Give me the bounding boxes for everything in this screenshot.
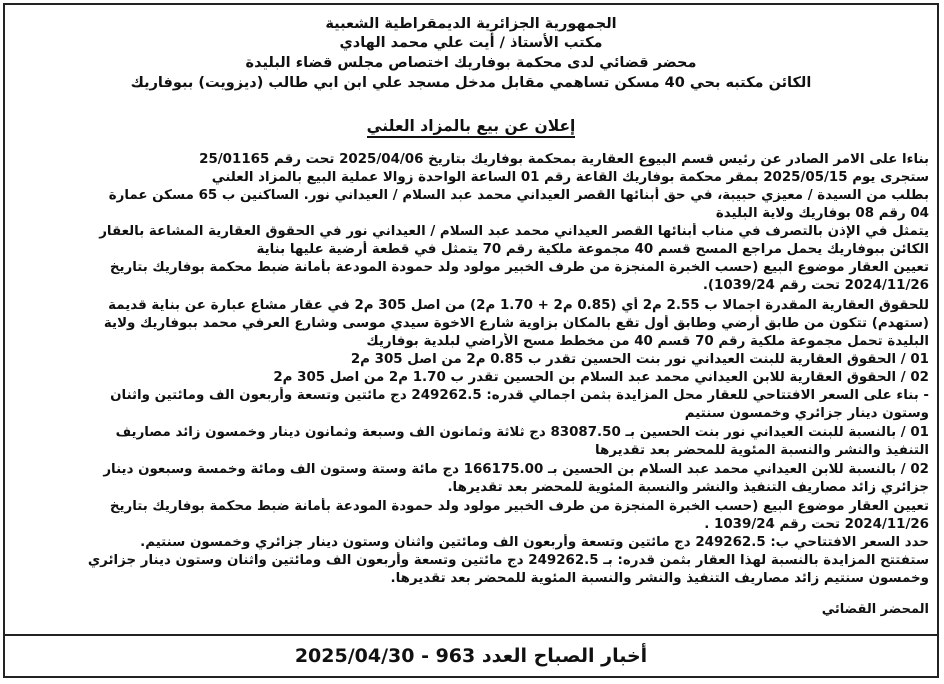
body-line: 02 / بالنسبة للابن العيداني محمد عبد السلام بن الحسين بـ 166175.00 دج مائة وستة وستون الف ومائة وخمسة وسبعون دينار [103, 462, 929, 477]
header-address: الكائن مكتبه بحي 40 مسكن تساهمي مقابل مدخل مسجد علي ابن ابي طالب (ديزويت) ببوفاريك [130, 75, 812, 91]
body-line: 01 / الحقوق العقارية للبنت العيداني نور بنت الحسين تقدر ب 0.85 م2 من اصل 305 م2 [350, 352, 929, 367]
signature: المحضر القضائي [821, 602, 929, 617]
body-line: جزائري زائد مصاريف التنفيذ والنشر والنسبة المئوية للمحضر بعد تقديرها. [447, 480, 929, 495]
body-line: 04 رقم 08 بوفاريك ولاية البليدة [715, 206, 929, 221]
newspaper-footer: أخبار الصباح العدد 963 - 2025/04/30 [5, 634, 937, 676]
header-republic: الجمهورية الجزائرية الديمقراطية الشعبية [325, 16, 617, 32]
body-line: بطلب من السيدة / معيزي حبيبة، في حق أبنائها القصر العيداني محمد عبد السلام / العيداني نور. الساكنين ب 65 مسكن عمارة [108, 188, 929, 203]
body-line: الكائن ببوفاريك يحمل مراجع المسح قسم 40 مجموعة ملكية رقم 70 يتمثل في قطعة أرضية عليها بناية [256, 242, 929, 257]
body-line: وستون دينار جزائري وخمسون سنتيم [684, 406, 929, 421]
body-line: للحقوق العقارية المقدرة اجمالا ب 2.55 م2 أي (0.85 م2 + 1.70 م2) من اصل 305 م2 في عقار مشاع عبارة عن بناية قديمة [108, 298, 929, 313]
body-line: يتمثل في الإذن بالتصرف في مناب أبنائها القصر العيداني محمد عبد السلام / العيداني نور في الحقوق العقارية المشاعة بالعقار [99, 224, 929, 239]
body-line: ستجرى يوم 2025/05/15 بمقر محكمة بوفاريك القاعة رقم 01 الساعة الواحدة زوالا عملية البيع بالمزاد العلني [211, 170, 929, 185]
body-line: البليدة تحمل مجموعة ملكية رقم 70 قسم 40 من مخطط مسح الأراضي لبلدية بوفاريك [366, 334, 929, 349]
body-line: 2024/11/26 تحت رقم 1039/24). [702, 278, 929, 293]
header-bailiff: محضر قضائي لدى محكمة بوفاريك اختصاص مجلس قضاء البليدة [245, 55, 697, 71]
body-line: تعيين العقار موضوع البيع (حسب الخبرة المنجزة من طرف الخبير مولود ولد حمودة المودعة بأمانة ضبط محكمة بوفاريك بتاريخ [109, 499, 929, 514]
announcement-title: إعلان عن بيع بالمزاد العلني [5, 117, 937, 135]
body-line: التنفيذ والنشر والنسبة المئوية للمحضر بعد تقديرها [595, 443, 929, 458]
body-line: 2024/11/26 تحت رقم 1039/24 . [704, 517, 929, 532]
announcement-frame [3, 3, 939, 678]
body-line: 02 / الحقوق العقارية للابن العيداني محمد عبد السلام بن الحسين تقدر ب 1.70 م2 من اصل 305 م2 [273, 370, 929, 385]
header-office: مكتب الأستاذ / أيت علي محمد الهادي [339, 35, 603, 51]
body-line: وخمسون سنتيم زائد مصاريف التنفيذ والنشر والنسبة المئوية للمحضر بعد تقديرها. [390, 571, 929, 586]
body-line: 01 / بالنسبة للبنت العيداني نور بنت الحسين بـ 83087.50 دج ثلاثة وثمانون الف وسبعة وثمانون دينار وخمسون زائد مصاريف [115, 425, 929, 440]
body-line: حدد السعر الافتتاحي ب: 249262.5 دج مائتين وتسعة وأربعون الف ومائتين واثنان وستون دينار جزائري وخمسون سنتيم. [140, 535, 929, 550]
body-line: تعيين العقار موضوع البيع (حسب الخبرة المنجزة من طرف الخبير مولود ولد حمودة المودعة بأمانة ضبط محكمة بوفاريك بتاريخ [109, 260, 929, 275]
body-line: ستفتتح المزايدة بالنسبة لهذا العقار بثمن قدره: بـ 249262.5 دج مائتين وتسعة وأربعون الف ومائتين واثنان وستون دينار جزائري [87, 553, 929, 568]
body-line: (ستهدم) تتكون من طابق أرضي وطابق أول تقع بالمكان بزاوية شارع الاخوة سيدي موسى وشارع العرفي محمد ببوفاريك ولاية [103, 316, 929, 331]
body-line: بناءا على الامر الصادر عن رئيس قسم البيوع العقارية بمحكمة بوفاريك بتاريخ 2025/04/06 تحت رقم 25/01165 [199, 152, 929, 167]
body-line: - بناء على السعر الافتتاحي للعقار محل المزايدة بثمن اجمالي قدره: 249262.5 دج مائتين وتسعة وأربعون الف ومائتين واثنان [110, 388, 929, 403]
